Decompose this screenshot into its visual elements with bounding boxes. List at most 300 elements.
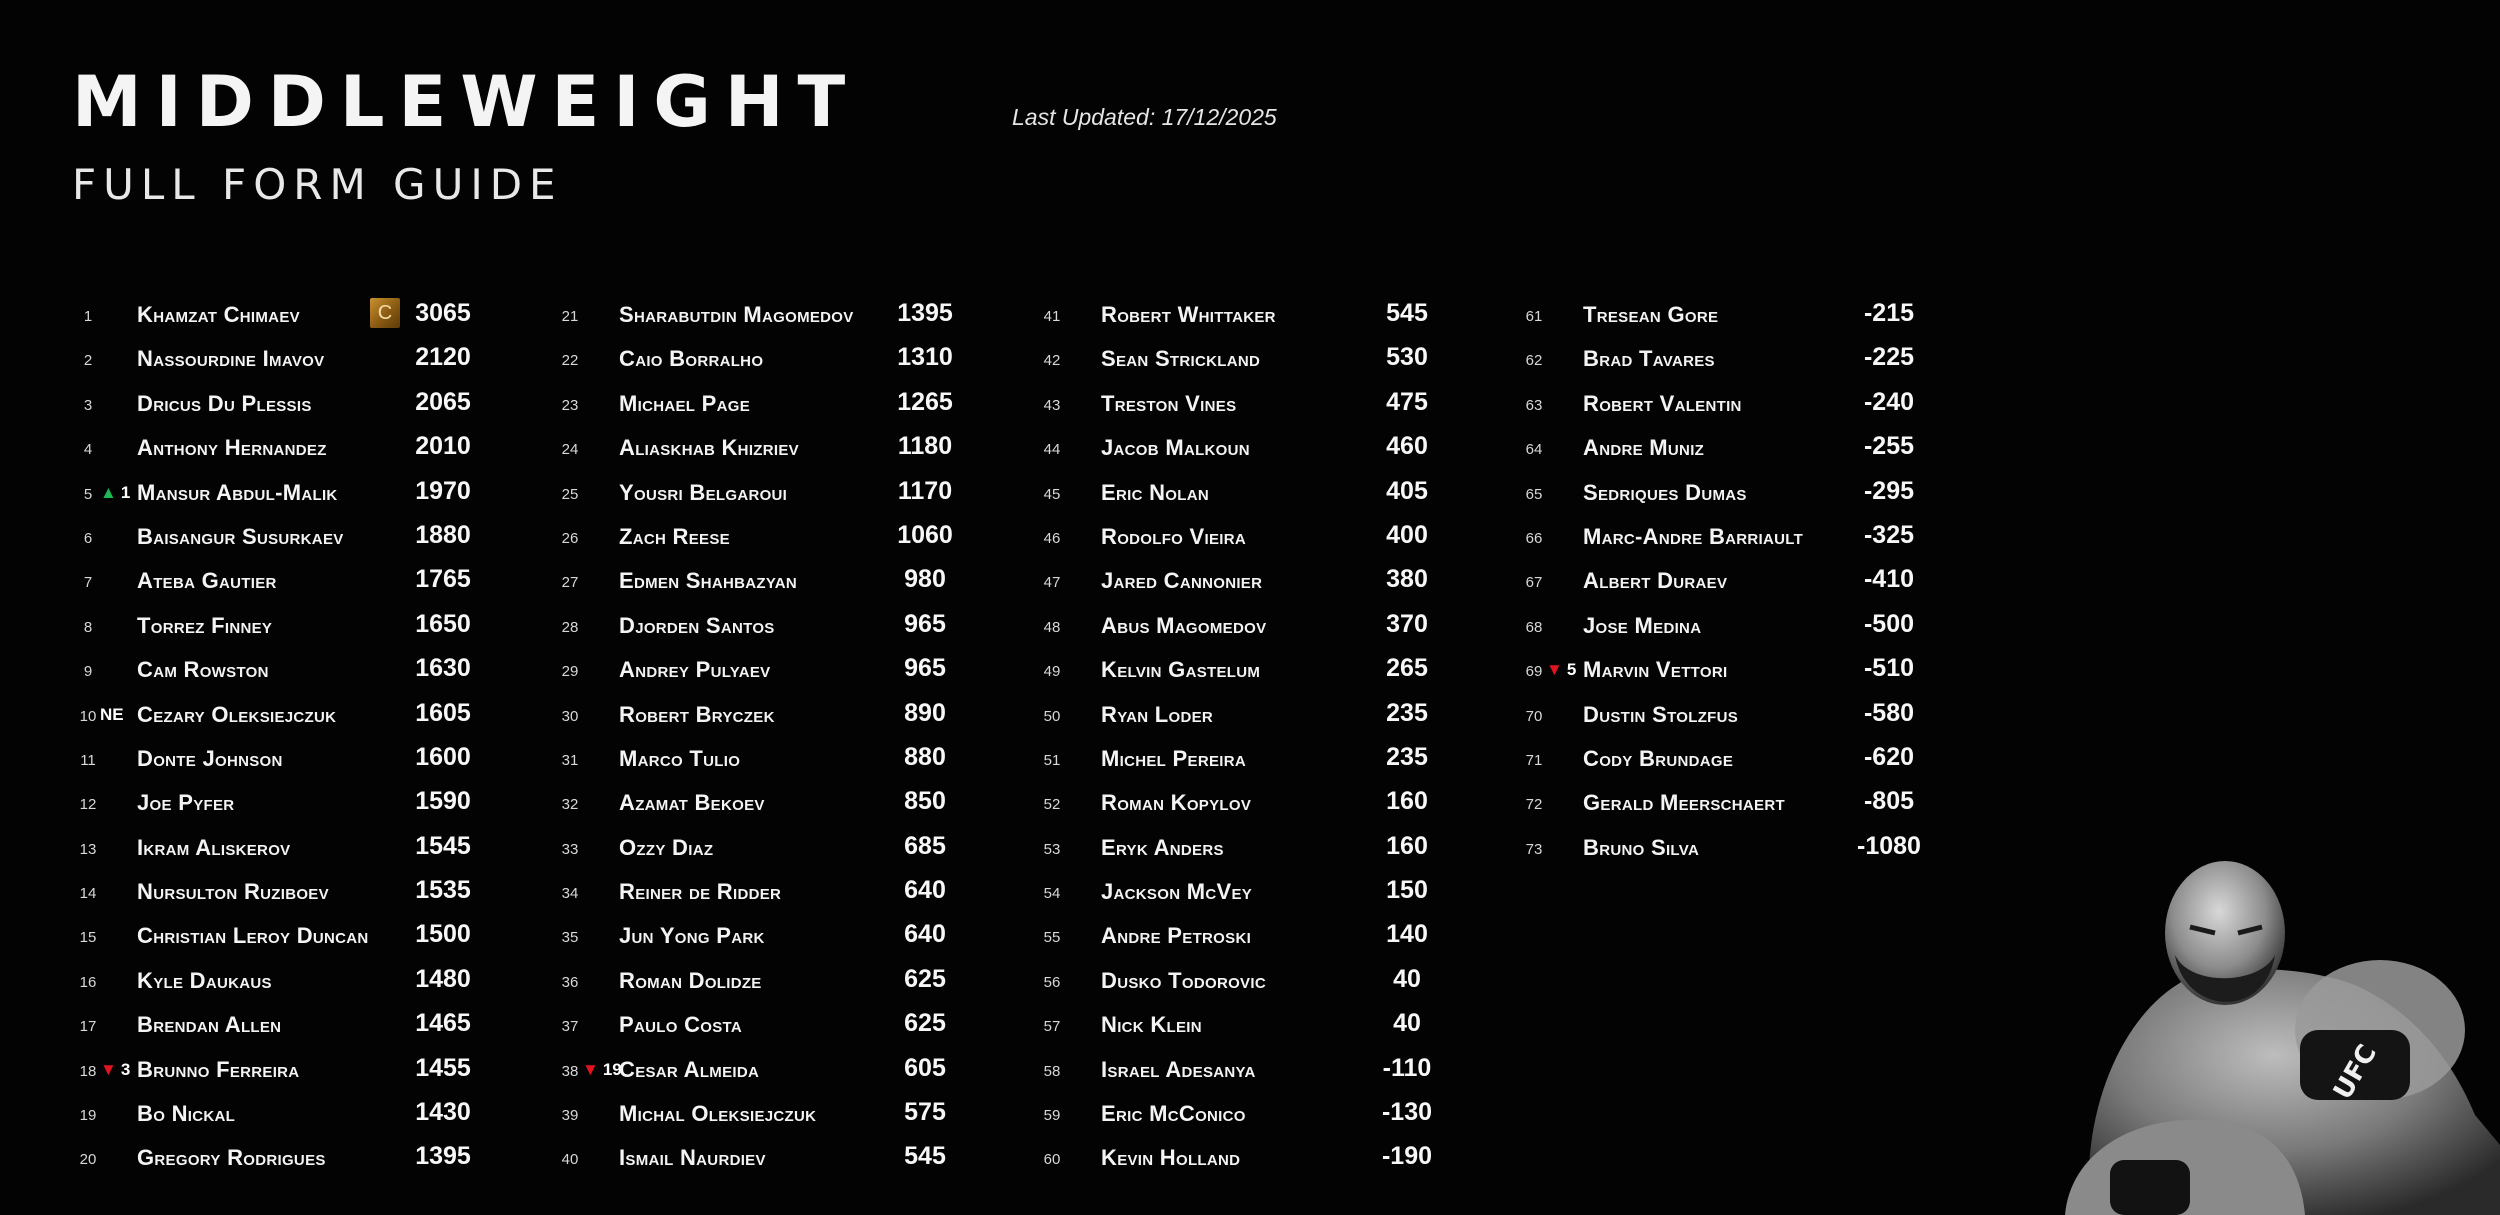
ranking-row [1036, 1133, 1506, 1177]
fighter-score: 1880 [415, 520, 471, 549]
fighter-name: Cody Brundage [1583, 745, 1734, 771]
ranking-row [1036, 601, 1506, 645]
ranking-row [1036, 556, 1506, 600]
ranking-row [1036, 734, 1506, 778]
arrow-up-icon: ▲ [100, 482, 117, 502]
ranking-row [72, 601, 542, 645]
ranking-row [72, 867, 542, 911]
ranking-row [72, 956, 542, 1000]
ranking-column-1 [72, 290, 542, 1178]
ranking-row [554, 556, 1024, 600]
rank-number: 32 [561, 796, 579, 814]
fighter-name: Jackson McVey [1101, 879, 1253, 905]
fighter-name: Marc-Andre Barriault [1583, 523, 1804, 549]
fighter-score: 1605 [415, 698, 471, 727]
ranking-row [554, 1089, 1024, 1133]
fighter-score: 405 [1386, 476, 1428, 505]
fighter-score: 980 [904, 565, 946, 594]
fighter-score: 880 [904, 742, 946, 771]
champion-badge-icon: C [370, 298, 400, 328]
fighter-score: 140 [1386, 920, 1428, 949]
rank-number: 41 [1043, 308, 1061, 325]
rank-number: 8 [83, 618, 93, 636]
fighter-name: Andre Petroski [1101, 923, 1252, 949]
rank-number: 28 [561, 618, 579, 636]
fighter-score: 850 [904, 787, 946, 816]
rank-number: 17 [79, 1018, 97, 1036]
rank-movement [100, 705, 124, 725]
fighter-name: Dustin Stolzfus [1583, 701, 1739, 727]
fighter-score: 460 [1386, 432, 1428, 461]
fighter-score: 575 [904, 1098, 946, 1127]
rank-number: 9 [83, 663, 93, 681]
ranking-row [1036, 379, 1506, 423]
fighter-name: Bo Nickal [137, 1101, 236, 1127]
ranking-row [72, 512, 542, 556]
fighter-score: 1500 [415, 920, 471, 949]
fighter-score: 1265 [897, 387, 953, 416]
rank-number: 3 [83, 396, 93, 414]
fighter-score: 1180 [897, 432, 953, 461]
fighter-score: -410 [1863, 565, 1915, 594]
fighter-score: 1465 [415, 1009, 471, 1038]
fighter-name: Azamat Bekoev [619, 790, 765, 816]
fighter-score: 1765 [415, 565, 471, 594]
rank-number: 37 [561, 1018, 579, 1036]
ranking-row [554, 823, 1024, 867]
ranking-row [72, 1045, 542, 1089]
fighter-score: 475 [1386, 387, 1428, 416]
rank-number: 52 [1043, 796, 1061, 814]
fighter-score: 1590 [415, 787, 471, 816]
fighter-score: 1650 [415, 609, 471, 638]
rank-number: 58 [1043, 1062, 1061, 1080]
ranking-row [72, 1133, 542, 1177]
fighter-name: Tresean Gore [1583, 302, 1719, 327]
rank-number: 24 [561, 441, 579, 459]
rank-number: 30 [561, 707, 579, 725]
rank-number: 15 [79, 929, 97, 947]
fighter-name: Sharabutdin Magomedov [619, 302, 854, 327]
fighter-name: Nick Klein [1101, 1012, 1202, 1038]
rank-number: 26 [561, 529, 579, 547]
fighter-score: 400 [1386, 520, 1428, 549]
fighter-score: -255 [1863, 432, 1915, 461]
ranking-row [554, 645, 1024, 689]
fighter-score: 160 [1386, 787, 1428, 816]
fighter-score: 1060 [897, 520, 953, 549]
ranking-row [1518, 423, 1988, 467]
fighter-score: 160 [1386, 831, 1428, 860]
fighter-score: 1455 [415, 1053, 471, 1082]
fighter-score: 1545 [415, 831, 471, 860]
ranking-row [1036, 867, 1506, 911]
ranking-row [1036, 290, 1506, 334]
ranking-row [1036, 1089, 1506, 1133]
fighter-score: -240 [1863, 387, 1915, 416]
fighter-name: Andre Muniz [1583, 435, 1705, 461]
fighter-score: 3065 [415, 299, 471, 327]
rank-number: 35 [561, 929, 579, 947]
ranking-row [1518, 778, 1988, 822]
ranking-row [554, 468, 1024, 512]
fighter-name: Gregory Rodrigues [137, 1145, 326, 1171]
ranking-row [72, 1089, 542, 1133]
fighter-name: Paulo Costa [619, 1012, 743, 1038]
rank-number: 72 [1525, 796, 1543, 814]
fighter-name: Dricus Du Plessis [137, 390, 312, 416]
ranking-row [1518, 512, 1988, 556]
fighter-score: 235 [1386, 742, 1428, 771]
fighter-name: Zach Reese [619, 523, 730, 549]
fighter-score: 545 [1386, 299, 1428, 327]
rank-number: 43 [1043, 396, 1061, 414]
rank-number: 4 [83, 441, 93, 459]
rank-movement [100, 1060, 130, 1080]
movement-value: 1 [120, 482, 131, 502]
fighter-name: Kelvin Gastelum [1101, 657, 1261, 683]
fighter-name: Marvin Vettori [1583, 657, 1728, 683]
ranking-row [1518, 734, 1988, 778]
ranking-row [554, 1000, 1024, 1044]
fighter-score: -190 [1381, 1142, 1433, 1171]
fighter-name: Israel Adesanya [1101, 1056, 1256, 1082]
fighter-name: Eric McConico [1101, 1101, 1246, 1127]
fighter-score: 545 [904, 1142, 946, 1171]
fighter-score: 625 [904, 1009, 946, 1038]
fighter-name: Reiner de Ridder [619, 879, 782, 905]
fighter-score: 685 [904, 831, 946, 860]
rank-number: 73 [1525, 840, 1543, 858]
fighter-score: 1535 [415, 876, 471, 905]
fighter-name: Aliaskhab Khizriev [619, 435, 799, 461]
fighter-name: Bruno Silva [1583, 834, 1700, 860]
ranking-column-2 [554, 290, 1024, 1178]
ranking-row [554, 867, 1024, 911]
fighter-name: Robert Whittaker [1101, 302, 1276, 327]
fighter-score: 1630 [415, 654, 471, 683]
page-subtitle: FULL FORM GUIDE [72, 160, 563, 209]
fighter-score: 625 [904, 964, 946, 993]
fighter-name: Cesar Almeida [619, 1056, 760, 1082]
ranking-row [1518, 645, 1988, 689]
ranking-row [1518, 290, 1988, 334]
rank-number: 46 [1043, 529, 1061, 547]
fighter-name: Brunno Ferreira [137, 1056, 300, 1082]
rank-number: 42 [1043, 352, 1061, 370]
rank-number: 13 [79, 840, 97, 858]
ranking-row [1518, 601, 1988, 645]
ranking-row [1036, 1000, 1506, 1044]
fighter-score: -1080 [1857, 831, 1921, 860]
ranking-row [72, 690, 542, 734]
ranking-row [1518, 690, 1988, 734]
fighter-name: Christian Leroy Duncan [137, 923, 369, 949]
fighter-name: Sedriques Dumas [1583, 479, 1747, 505]
ranking-row [554, 423, 1024, 467]
fighter-name: Treston Vines [1101, 390, 1237, 416]
movement-value: 19 [602, 1059, 622, 1079]
ranking-row [72, 645, 542, 689]
last-updated-label: Last Updated: 17/12/2025 [1012, 104, 1277, 130]
rank-number: 54 [1043, 885, 1061, 903]
ranking-row [72, 734, 542, 778]
rank-number: 51 [1043, 751, 1061, 769]
rank-number: 36 [561, 973, 579, 991]
fighter-score: 1480 [415, 964, 471, 993]
rank-number: 5 [83, 485, 93, 503]
fighter-photo-icon [1970, 815, 2500, 1215]
rank-number: 60 [1043, 1151, 1061, 1169]
rank-number: 25 [561, 485, 579, 503]
movement-value: NE [100, 704, 124, 724]
ranking-row [1036, 423, 1506, 467]
fighter-name: Kevin Holland [1101, 1145, 1241, 1171]
fighter-name: Marco Tulio [619, 745, 741, 771]
fighter-score: -580 [1863, 698, 1915, 727]
rank-number: 34 [561, 885, 579, 903]
fighter-name: Roman Dolidze [619, 967, 762, 993]
ranking-row [72, 290, 542, 334]
rank-number: 29 [561, 663, 579, 681]
rank-number: 19 [79, 1107, 97, 1125]
rank-number: 10 [79, 707, 97, 725]
rank-number: 38 [561, 1062, 579, 1080]
fighter-score: 2010 [415, 432, 471, 461]
fighter-name: Cezary Oleksiejczuk [137, 701, 337, 727]
fighter-score: -510 [1863, 654, 1915, 683]
rank-number: 21 [561, 308, 579, 325]
fighter-name: Michael Page [619, 390, 751, 416]
fighter-score: 965 [904, 654, 946, 683]
rank-number: 48 [1043, 618, 1061, 636]
rank-movement [1546, 660, 1576, 680]
ranking-row [1036, 1045, 1506, 1089]
movement-value: 3 [120, 1059, 131, 1079]
fighter-name: Jared Cannonier [1101, 568, 1263, 594]
rank-number: 57 [1043, 1018, 1061, 1036]
ranking-row [72, 556, 542, 600]
fighter-name: Torrez Finney [137, 612, 273, 638]
rank-number: 62 [1525, 352, 1543, 370]
fighter-score: -325 [1863, 520, 1915, 549]
fighter-name: Eric Nolan [1101, 479, 1210, 505]
fighter-score: 380 [1386, 565, 1428, 594]
rank-number: 45 [1043, 485, 1061, 503]
fighter-name: Khamzat Chimaev [137, 302, 300, 327]
rank-number: 40 [561, 1151, 579, 1169]
rank-number: 65 [1525, 485, 1543, 503]
ranking-row [72, 468, 542, 512]
rank-number: 33 [561, 840, 579, 858]
rank-number: 22 [561, 352, 579, 370]
fighter-name: Ateba Gautier [137, 568, 277, 594]
fighter-name: Gerald Meerschaert [1583, 790, 1785, 816]
rank-number: 39 [561, 1107, 579, 1125]
rank-number: 12 [79, 796, 97, 814]
ranking-row [1036, 645, 1506, 689]
fighter-name: Rodolfo Vieira [1101, 523, 1247, 549]
fighter-name: Eryk Anders [1101, 834, 1224, 860]
ranking-row [1518, 468, 1988, 512]
fighter-name: Roman Kopylov [1101, 790, 1252, 816]
rank-number: 63 [1525, 396, 1543, 414]
ranking-row [554, 334, 1024, 378]
rank-number: 53 [1043, 840, 1061, 858]
fighter-score: 40 [1393, 964, 1421, 993]
ranking-row [72, 379, 542, 423]
fighter-name: Michal Oleksiejczuk [619, 1101, 817, 1127]
fighter-name: Nassourdine Imavov [137, 346, 325, 372]
fighter-score: -215 [1863, 299, 1915, 327]
ranking-row [554, 778, 1024, 822]
ranking-row [1036, 468, 1506, 512]
fighter-score: 40 [1393, 1009, 1421, 1038]
rank-number: 31 [561, 751, 579, 769]
rank-number: 44 [1043, 441, 1061, 459]
ranking-row [554, 911, 1024, 955]
ranking-row [72, 778, 542, 822]
fighter-score: 370 [1386, 609, 1428, 638]
fighter-name: Joe Pyfer [137, 790, 235, 816]
ranking-row [1036, 512, 1506, 556]
fighter-name: Ozzy Diaz [619, 834, 714, 860]
ranking-row [554, 601, 1024, 645]
rank-number: 69 [1525, 663, 1543, 681]
ranking-row [72, 823, 542, 867]
rank-number: 23 [561, 396, 579, 414]
rank-number: 68 [1525, 618, 1543, 636]
fighter-name: Anthony Hernandez [137, 435, 327, 461]
fighter-score: 965 [904, 609, 946, 638]
fighter-name: Nursulton Ruziboev [137, 879, 329, 905]
rank-number: 71 [1525, 751, 1543, 769]
ranking-row [1036, 334, 1506, 378]
ranking-row [554, 1045, 1024, 1089]
arrow-down-icon: ▼ [1546, 660, 1563, 680]
rank-number: 6 [83, 529, 93, 547]
fighter-score: -805 [1863, 787, 1915, 816]
fighter-score: 1430 [415, 1098, 471, 1127]
ranking-row [1036, 823, 1506, 867]
rank-number: 67 [1525, 574, 1543, 592]
rank-number: 7 [83, 574, 93, 592]
rank-number: 11 [80, 751, 96, 769]
fighter-score: -130 [1381, 1098, 1433, 1127]
fighter-name: Caio Borralho [619, 346, 764, 372]
rank-number: 61 [1525, 308, 1543, 325]
fighter-name: Albert Duraev [1583, 568, 1728, 594]
rank-number: 18 [79, 1062, 97, 1080]
rank-number: 20 [79, 1151, 97, 1169]
fighter-score: 2065 [415, 387, 471, 416]
arrow-down-icon: ▼ [582, 1059, 599, 1079]
fighter-name: Jose Medina [1583, 612, 1702, 638]
fighter-score: 1395 [415, 1142, 471, 1171]
ranking-column-4 [1518, 290, 1988, 867]
rank-number: 59 [1043, 1107, 1061, 1125]
fighter-score: -620 [1863, 742, 1915, 771]
fighter-score: 890 [904, 698, 946, 727]
fighter-name: Kyle Daukaus [137, 967, 272, 993]
fighter-score: 265 [1386, 654, 1428, 683]
fighter-name: Dusko Todorovic [1101, 967, 1266, 993]
rank-number: 1 [83, 308, 93, 325]
arrow-down-icon: ▼ [100, 1059, 117, 1079]
fighter-name: Brad Tavares [1583, 346, 1715, 372]
rank-number: 14 [79, 885, 97, 903]
fighter-name: Ikram Aliskerov [137, 834, 291, 860]
glove-text: UFC [2327, 1039, 2383, 1105]
fighter-name: Djorden Santos [619, 612, 775, 638]
fighter-score: -500 [1863, 609, 1915, 638]
ranking-row [1036, 778, 1506, 822]
fighter-score: -110 [1382, 1053, 1432, 1082]
ranking-row [1036, 690, 1506, 734]
rank-number: 27 [561, 574, 579, 592]
rank-number: 16 [79, 973, 97, 991]
ranking-column-3 [1036, 290, 1506, 1178]
fighter-score: 1310 [897, 343, 953, 372]
ranking-row [554, 379, 1024, 423]
ranking-row [72, 334, 542, 378]
ranking-row [1518, 556, 1988, 600]
fighter-score: 1170 [897, 476, 953, 505]
rank-number: 47 [1043, 574, 1061, 592]
rank-number: 64 [1525, 441, 1543, 459]
fighter-name: Andrey Pulyaev [619, 657, 771, 683]
fighter-score: 530 [1386, 343, 1428, 372]
fighter-score: -295 [1863, 476, 1915, 505]
rank-number: 70 [1525, 707, 1543, 725]
fighter-score: 1970 [415, 476, 471, 505]
fighter-name: Baisangur Susurkaev [137, 523, 344, 549]
ranking-row [554, 512, 1024, 556]
fighter-score: 235 [1386, 698, 1428, 727]
ranking-row [72, 1000, 542, 1044]
rank-number: 2 [83, 352, 93, 370]
fighter-name: Donte Johnson [137, 745, 283, 771]
rank-movement [100, 483, 130, 503]
ranking-row [72, 423, 542, 467]
fighter-name: Mansur Abdul-Malik [137, 479, 338, 505]
fighter-score: 150 [1386, 876, 1428, 905]
fighter-score: 2120 [415, 343, 471, 372]
fighter-score: 1395 [897, 299, 953, 327]
fighter-name: Robert Valentin [1583, 390, 1742, 416]
fighter-name: Jacob Malkoun [1101, 435, 1250, 461]
fighter-name: Ismail Naurdiev [619, 1145, 766, 1171]
ranking-row [1036, 956, 1506, 1000]
fighter-name: Brendan Allen [137, 1012, 282, 1038]
fighter-score: 640 [904, 920, 946, 949]
ranking-row [1518, 379, 1988, 423]
ranking-row [554, 734, 1024, 778]
fighter-name: Robert Bryczek [619, 701, 775, 727]
fighter-name: Edmen Shahbazyan [619, 568, 798, 594]
fighter-name: Cam Rowston [137, 657, 269, 683]
fighter-score: 640 [904, 876, 946, 905]
ranking-row [554, 690, 1024, 734]
ranking-row [1036, 911, 1506, 955]
rank-number: 55 [1043, 929, 1061, 947]
page-title: MIDDLEWEIGHT [72, 61, 860, 143]
rank-movement [582, 1060, 622, 1080]
fighter-score: -225 [1863, 343, 1915, 372]
fighter-name: Yousri Belgaroui [619, 479, 788, 505]
ranking-row [72, 911, 542, 955]
rank-number: 56 [1043, 973, 1061, 991]
